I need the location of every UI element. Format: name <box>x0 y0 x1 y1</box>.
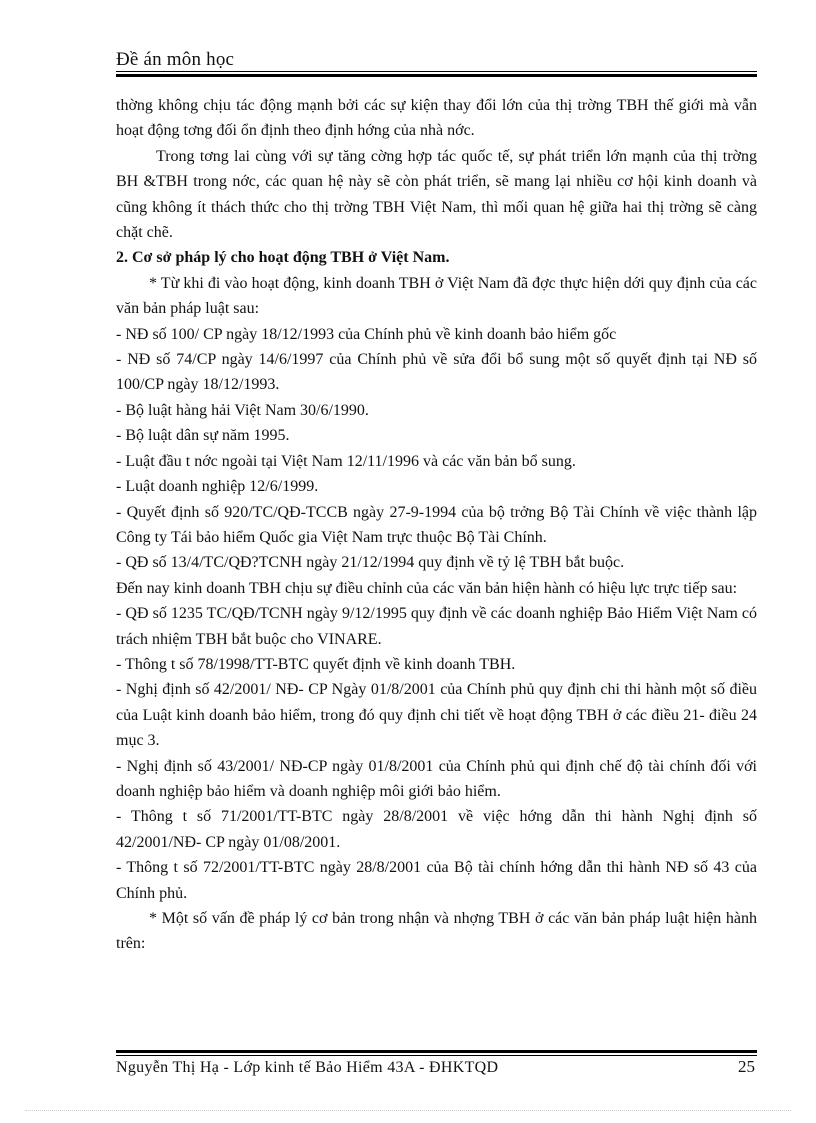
list-item: - QĐ số 13/4/TC/QĐ?TCNH ngày 21/12/1994 quy định về tỷ lệ TBH bắt buộc. <box>116 554 625 572</box>
list-item: - Quyết định số 920/TC/QĐ-TCCB ngày 27-9-1994 của bộ trởng Bộ Tài Chính về việc thành lập Công ty Tái bảo hiểm Quốc gia Việt Nam trực thuộc Bộ Tài Chính. <box>116 503 757 546</box>
page-edge-divider <box>25 1110 791 1111</box>
paragraph-legal-issues: * Một số vấn đề pháp lý cơ bản trong nhận và nhợng TBH ở các văn bản pháp luật hiện hành trên: <box>116 910 757 953</box>
list-item: - Nghị định số 43/2001/ NĐ-CP ngày 01/8/2001 của Chính phủ qui định chế độ tài chính đối với doanh nghiệp bảo hiểm và doanh nghiệp môi giới bảo hiểm. <box>116 757 757 800</box>
header-rule-thick <box>116 74 757 77</box>
list-item: - Nghị định số 42/2001/ NĐ- CP Ngày 01/8/2001 của Chính phủ quy định chi thi hành một số điều của Luật kinh doanh bảo hiểm, trong đó quy định chi tiết về hoạt động TBH ở các điều 21- điều 24 mục 3. <box>116 681 757 750</box>
list-item: - Luật đầu t nớc ngoài tại Việt Nam 12/11/1996 và các văn bản bổ sung. <box>116 452 576 470</box>
section-heading: 2. Cơ sở pháp lý cho hoạt động TBH ở Việt Nam. <box>116 249 450 267</box>
footer-rule-thin <box>116 1055 757 1056</box>
list-item: - NĐ số 100/ CP ngày 18/12/1993 của Chính phủ về kinh doanh bảo hiểm gốc <box>116 325 617 343</box>
paragraph-legal-intro: * Từ khi đi vào hoạt động, kinh doanh TBH ở Việt Nam đã đợc thực hiện dới quy định của các văn bản pháp luật sau: <box>116 274 757 318</box>
document-body <box>116 93 757 957</box>
list-item: - Thông t số 78/1998/TT-BTC quyết định về kinh doanh TBH. <box>116 655 516 673</box>
list-item: - Thông t số 71/2001/TT-BTC ngày 28/8/2001 về việc hớng dẫn thi hành Nghị định số 42/2001/NĐ- CP ngày 01/08/2001. <box>116 808 757 851</box>
list-item: - Thông t số 72/2001/TT-BTC ngày 28/8/2001 của Bộ tài chính hớng dẫn thi hành NĐ số 43 của Chính phủ. <box>116 859 757 902</box>
paragraph-continuation: thờng không chịu tác động mạnh bởi các sự kiện thay đổi lớn của thị trờng TBH thế giới mà vẫn hoạt động tơng đối ổn định theo định hớng của nhà nớc. <box>116 97 757 140</box>
list-item: - Bộ luật hàng hải Việt Nam 30/6/1990. <box>116 401 369 419</box>
page-number: 25 <box>738 1057 755 1076</box>
footer-author: Nguyễn Thị Hạ - Lớp kinh tế Bảo Hiểm 43A - ĐHKTQD <box>116 1059 499 1076</box>
footer-rule-thick <box>116 1050 757 1053</box>
list-item: - NĐ số 74/CP ngày 14/6/1997 của Chính phủ về sửa đổi bổ sung một số quyết định tại NĐ số 100/CP ngày 18/12/1993. <box>116 351 757 394</box>
paragraph-future-outlook: Trong tơng lai cùng với sự tăng cờng hợp tác quốc tế, sự phát triển lớn mạnh của thị trờng BH &TBH trong nớc, các quan hệ này sẽ còn phát triển, sẽ mang lại nhiều cơ hội kinh doanh và cũng không ít thách thức cho thị trờng TBH Việt Nam, thì mối quan hệ giữa hai thị trờng sẽ càng chặt chẽ. <box>116 147 757 242</box>
paragraph-current-regulation: Đến nay kinh doanh TBH chịu sự điều chỉnh của các văn bản hiện hành có hiệu lực trực tiếp sau: <box>116 579 738 597</box>
list-item: - QĐ số 1235 TC/QĐ/TCNH ngày 9/12/1995 quy định về các doanh nghiệp Bảo Hiểm Việt Nam có trách nhiệm TBH bắt buộc cho VINARE. <box>116 605 757 648</box>
list-item: - Luật doanh nghiệp 12/6/1999. <box>116 478 319 496</box>
page-header-title: Đề án môn học <box>116 49 235 70</box>
header-rule-thin <box>116 71 757 72</box>
list-item: - Bộ luật dân sự năm 1995. <box>116 427 290 445</box>
